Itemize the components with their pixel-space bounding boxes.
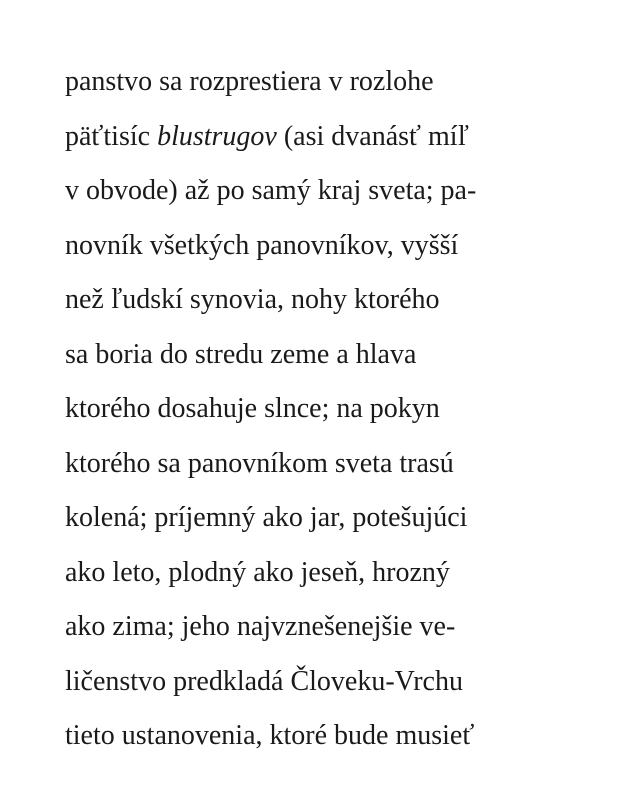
body-text [65, 55, 605, 764]
text-line-8: ktorého sa panovníkom sveta trasú [65, 447, 454, 479]
text-line-6: sa boria do stredu zeme a hlava [65, 338, 417, 370]
text-line-7: ktorého dosahuje slnce; na pokyn [65, 393, 440, 424]
text-line-9: kolená; príjemný ako jar, potešujúci [65, 502, 468, 533]
text-line-1: panstvo sa rozprestiera v rozlohe [65, 66, 434, 97]
text-line-13: tieto ustanovenia, ktoré bude musieť [65, 720, 475, 751]
text-segment: päťtisíc [65, 120, 158, 152]
text-line-3: v obvode) až po samý kraj sveta; pa- [65, 175, 477, 206]
text-line-10: ako leto, plodný ako jeseň, hrozný [65, 556, 450, 588]
text-line-12: ličenstvo predkladá Človeku-Vrchu [65, 665, 463, 697]
text-line-4: novník všetkých panovníkov, vyšší [65, 229, 459, 261]
text-line-11: ako zima; jeho najvznešenejšie ve- [65, 611, 456, 642]
text-line-5: než ľudskí synovia, nohy ktorého [65, 284, 440, 315]
text-line-2 [65, 110, 605, 165]
text-segment: (asi dvanásť míľ [276, 120, 469, 152]
italic-term: blustrugov [157, 120, 277, 152]
